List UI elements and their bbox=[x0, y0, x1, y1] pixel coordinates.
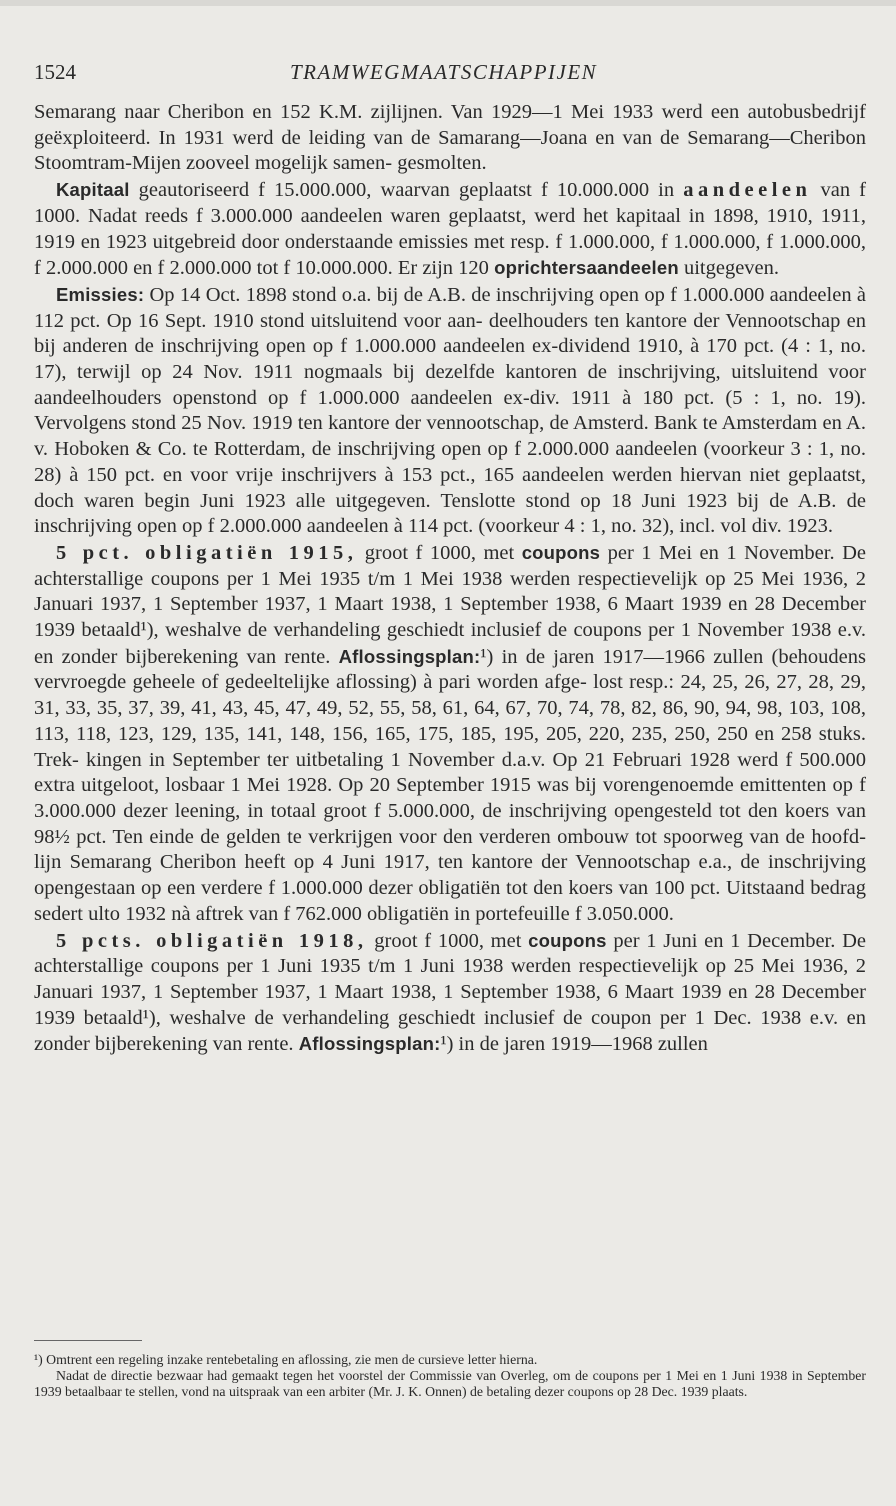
emissies-text: Op 14 Oct. 1898 stond o.a. bij de A.B. de inschrijving open op f 1.000.000 aandeelen à 112 pct. Op 16 Sept. 1910 stond uitsluitend voor aan- deelhouders ten kantore der Vennootschap en bij anderen de inschrijving open op f 1.000.000 aandeelen ex-dividend 1910, à 170 pct. (4 : 1, no. 17), terwijl op 24 Nov. 1911 nogmaals bij dezelfde kantoren de inschrijving, uitsluitend voor aandeelhouders openstond op f 1.000.000 aandeelen ex-div. 1911 à 180 pct. (5 : 1, no. 19). Vervolgens stond 25 Nov. 1919 ten kantore der vennootschap, de Amsterd. Bank te Amsterdam en A. v. Hoboken & Co. te Rotterdam, de inschrijving open op f 2.000.000 aandeelen (voorkeur 3 : 1, no. 28) à 150 pct. en voor vrije inschrijvers à 153 pct., 165 aandeelen werden hiervan niet geplaatst, doch waren begin Juni 1923 alle uitgegeven. Tenslotte stond op 18 Juni 1923 bij de A.B. de inschrijving open op f 2.000.000 aandeelen à 114 pct. (voorkeur 4 : 1, no. 32), incl. vol div. 1923. bbox=[34, 283, 866, 538]
spaced-aandeelen: aandeelen bbox=[683, 179, 812, 202]
obl1918-text-1: groot f 1000, met bbox=[367, 929, 529, 952]
page-header bbox=[34, 60, 864, 90]
heading-obligatien-1915: 5 pct. obligatiën 1915, bbox=[56, 541, 358, 564]
page-number: 1524 bbox=[34, 60, 76, 84]
heading-coupons-1915: coupons bbox=[521, 541, 601, 563]
heading-coupons-1918: coupons bbox=[528, 929, 607, 951]
heading-oprichtersaandeelen: oprichtersaandeelen bbox=[494, 257, 679, 279]
heading-kapitaal: Kapitaal bbox=[56, 179, 130, 201]
paragraph-obligatien-1918 bbox=[34, 928, 866, 1059]
paragraph-emissies bbox=[34, 282, 866, 540]
obl1918-text-2: per 1 Juni en 1 December. De achterstallige coupons per 1 Juni 1935 t/m 1 Juni 1938 werden respectievelijk op 25 Mei 1936, 2 Januari 1937, 1 September 1937, 1 Maart 1938, 1 September 1938, 6 Maart 1939 en 28 December 1939 betaald¹), weshalve de verhandeling geschiedt inclusief de coupon per 1 Dec. 1938 e.v. en zonder bijberekening van rente. bbox=[34, 929, 867, 1056]
footnote-1: ¹) Omtrent een regeling inzake rentebetaling en aflossing, zie men de cursieve letter hierna. bbox=[34, 1352, 538, 1367]
heading-emissies: Emissies: bbox=[56, 283, 145, 305]
heading-aflossingsplan-1918: Aflossingsplan: bbox=[298, 1033, 441, 1055]
running-title: TRAMWEGMAATSCHAPPIJEN bbox=[290, 60, 598, 84]
footnote-rule bbox=[34, 1340, 142, 1341]
obl1915-text-1: groot f 1000, met bbox=[357, 541, 522, 564]
kapitaal-text-1: geautoriseerd f 15.000.000, waarvan geplaatst f 10.000.000 in bbox=[129, 179, 684, 202]
kapitaal-text-3: uitgegeven. bbox=[678, 257, 780, 280]
paragraph-intro: Semarang naar Cheribon en 152 K.M. zijlijnen. Van 1929—1 Mei 1933 werd een autobusbedrijf geëxploiteerd. In 1931 werd de leiding van de Samarang—Joana en van de Semarang—Cheribon Stoomtram-Mijen zooveel mogelijk samen- gesmolten. bbox=[34, 101, 866, 175]
body-text bbox=[34, 100, 866, 1058]
obl1915-text-3: ¹) in de jaren 1917—1966 zullen (behoudens vervroegde geheele of gedeeltelijke aflossing) à pari worden afge- lost resp.: 24, 25, 26, 27, 28, 29, 31, 33, 35, 37, 39, 41, 43, 45, 47, 49, 52, 55, 58, 61, 64, 67, 70, 74, 78, 82, 86, 90, 94, 98, 103, 108, 113, 118, 123, 129, 135, 141, 148, 156, 165, 175, 185, 195, 205, 220, 235, 250, 250 en 258 stuks. Trek- kingen in September ter uitbetaling 1 November d.a.v. Op 21 Februari 1928 werd f 500.000 extra uitgeloot, losbaar 1 Mei 1928. Op 20 September 1915 was bij vorengenoemde emittenten op f 3.000.000 dezer leening, in totaal groot f 5.000.000, de inschrijving opengesteld tot den koers van 98½ pct. Ten einde de gelden te verkrijgen voor den verderen ombouw tot spoorweg van de hoofd- lijn Semarang Cheribon heeft op 4 Juni 1917, ten kantore der Vennootschap e.a., de inschrijving opengestaan op een verdere f 1.000.000 dezer obligatiën tot den koers van 100 pct. Uitstaand bedrag sedert ulto 1932 nà aftrek van f 762.000 obligatiën in portefeuille f 3.050.000. bbox=[34, 645, 866, 925]
heading-aflossingsplan-1915: Aflossingsplan: bbox=[338, 645, 481, 667]
paragraph-obligatien-1915 bbox=[34, 540, 866, 928]
paragraph-kapitaal bbox=[34, 177, 866, 282]
heading-obligatien-1918: 5 pcts. obligatiën 1918, bbox=[56, 929, 368, 952]
obl1915-text-2: per 1 Mei en 1 November. De achterstallige coupons per 1 Mei 1935 t/m 1 Mei 1938 werden respectievelijk op 25 Mei 1936, 2 Januari 1937, 1 September 1937, 1 Maart 1938, 1 September 1938, 6 Maart 1939 en 28 December 1939 betaald¹), weshalve de verhandeling geschiedt inclusief de coupons per 1 November 1938 e.v. en zonder bijberekening van rente. bbox=[34, 541, 866, 668]
footnotes bbox=[34, 1352, 866, 1399]
footnote-1-continuation: Nadat de directie bezwaar had gemaakt tegen het voorstel der Commissie van Overleg, om de coupons per 1 Mei en 1 Juni 1938 in September 1939 betaalbaar te stellen, vond na uitspraak van een arbiter (Mr. J. K. Onnen) de betaling dezer coupons op 28 Dec. 1939 plaats. bbox=[34, 1367, 866, 1399]
obl1918-text-3: ¹) in de jaren 1919—1968 zullen bbox=[440, 1033, 708, 1056]
kapitaal-text-2: van f 1000. Nadat reeds f 3.000.000 aandeelen waren geplaatst, werd het kapitaal in 1898, 1910, 1911, 1919 en 1923 uitgebreid door onderstaande emissies met resp. f 1.000.000, f 1.000.000, f 1.000.000, f 2.000.000 en f 2.000.000 tot f 10.000.000. Er zijn 120 bbox=[34, 179, 866, 280]
